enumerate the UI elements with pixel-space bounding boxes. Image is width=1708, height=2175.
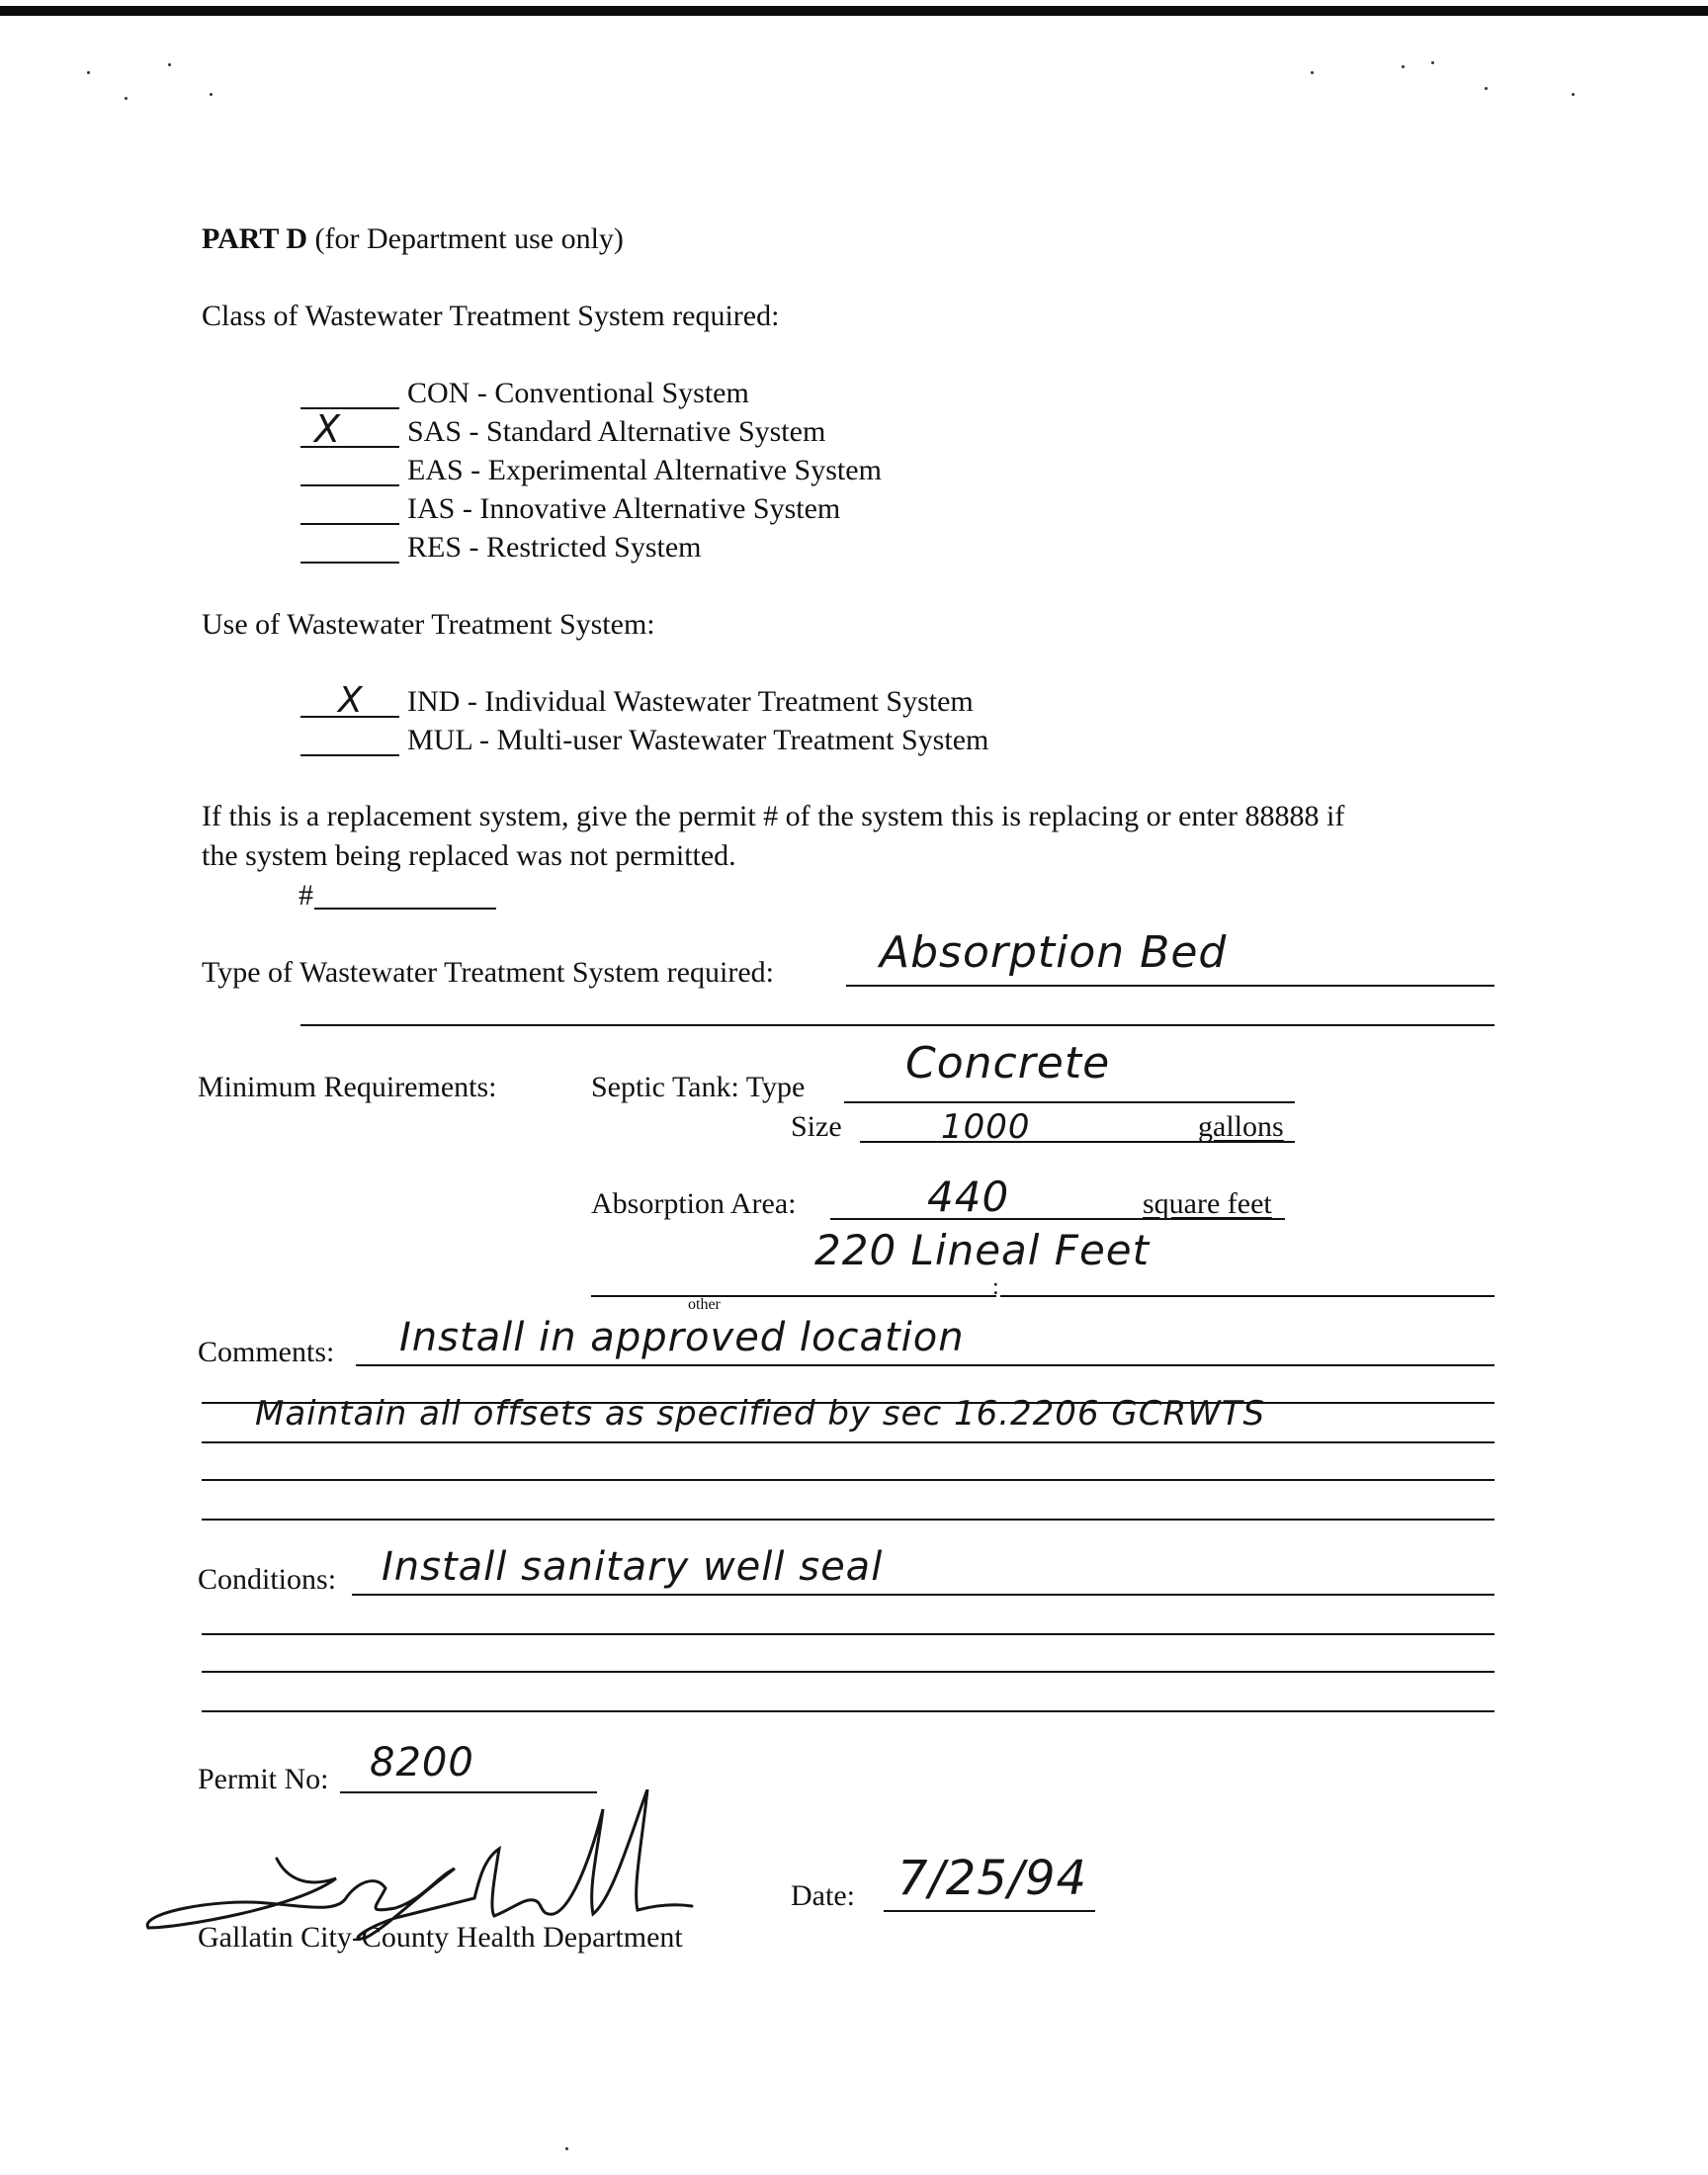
blank-line xyxy=(300,562,399,564)
comments-label: Comments: xyxy=(198,1336,335,1368)
scan-speck xyxy=(210,93,213,96)
option-label: SAS - Standard Alternative System xyxy=(407,415,826,448)
comments-line-4[interactable] xyxy=(202,1479,1494,1481)
replacement-permit-field[interactable] xyxy=(314,908,496,910)
part-heading xyxy=(202,221,624,257)
option-label: RES - Restricted System xyxy=(407,531,702,564)
part-title: PART D xyxy=(202,222,308,255)
comments-line-3[interactable] xyxy=(202,1441,1494,1443)
checkbox-mark: X xyxy=(314,407,342,451)
checkbox-mark: X xyxy=(338,680,364,721)
conditions-line-3[interactable] xyxy=(202,1671,1494,1673)
comments-text-1: Install in approved location xyxy=(399,1315,965,1360)
septic-type-label: Septic Tank: Type xyxy=(591,1071,806,1103)
permit-label: Permit No: xyxy=(198,1763,329,1795)
scan-speck xyxy=(168,63,171,66)
replacement-line-1: If this is a replacement system, give the permit # of the system this is replacing or enter 88888 if xyxy=(202,800,1345,832)
extra-requirement-value: 220 Lineal Feet xyxy=(814,1226,1151,1274)
option-label: CON - Conventional System xyxy=(407,377,749,409)
replacement-hash: # xyxy=(299,879,313,912)
conditions-line-4[interactable] xyxy=(202,1710,1494,1712)
part-note: (for Department use only) xyxy=(314,222,624,255)
size-label: Size xyxy=(791,1110,842,1143)
option-label: IND - Individual Wastewater Treatment System xyxy=(407,685,974,718)
blank-line xyxy=(300,484,399,486)
type-required-label: Type of Wastewater Treatment System required: xyxy=(202,956,774,989)
minimum-label: Minimum Requirements: xyxy=(198,1071,497,1103)
scan-speck xyxy=(1431,61,1434,64)
type-required-value: Absorption Bed xyxy=(880,927,1228,978)
scan-speck xyxy=(1402,65,1405,68)
conditions-line-1[interactable] xyxy=(352,1594,1494,1596)
department-name: Gallatin City-County Health Department xyxy=(198,1921,683,1954)
size-value: 1000 xyxy=(941,1107,1031,1147)
scan-speck xyxy=(1485,87,1488,90)
blank-line xyxy=(300,523,399,525)
other-label: other xyxy=(688,1296,721,1313)
conditions-text-1: Install sanitary well seal xyxy=(382,1544,884,1590)
permit-value: 8200 xyxy=(370,1740,474,1785)
scan-speck xyxy=(125,97,128,100)
septic-type-field[interactable] xyxy=(844,1101,1295,1103)
option-label: EAS - Experimental Alternative System xyxy=(407,454,882,486)
conditions-line-2[interactable] xyxy=(202,1633,1494,1635)
option-label: IAS - Innovative Alternative System xyxy=(407,492,841,525)
scan-speck xyxy=(1572,93,1575,96)
type-required-field[interactable] xyxy=(846,985,1494,987)
other-field-right[interactable] xyxy=(1000,1295,1494,1297)
type-required-field-2[interactable] xyxy=(300,1024,1494,1026)
conditions-label: Conditions: xyxy=(198,1563,337,1596)
date-label: Date: xyxy=(791,1879,855,1912)
scan-speck xyxy=(87,71,90,74)
date-field[interactable] xyxy=(884,1910,1095,1912)
comments-line-1[interactable] xyxy=(356,1364,1494,1366)
septic-type-value: Concrete xyxy=(905,1038,1111,1088)
absorption-label: Absorption Area: xyxy=(591,1187,797,1220)
absorption-value: 440 xyxy=(927,1173,1010,1221)
blank-line xyxy=(300,754,399,756)
size-unit: gallons xyxy=(1198,1110,1284,1143)
scan-speck xyxy=(1311,71,1314,74)
class-heading: Class of Wastewater Treatment System required: xyxy=(202,300,780,332)
replacement-line-2: the system being replaced was not permitted. xyxy=(202,839,736,872)
absorption-unit: square feet xyxy=(1143,1187,1272,1220)
option-label: MUL - Multi-user Wastewater Treatment System xyxy=(407,724,989,756)
scan-top-border xyxy=(0,6,1708,16)
use-heading: Use of Wastewater Treatment System: xyxy=(202,608,655,641)
other-colon: : xyxy=(992,1274,999,1300)
comments-line-5[interactable] xyxy=(202,1519,1494,1521)
comments-text-2: Maintain all offsets as specified by sec 16.2206 GCRWTS xyxy=(255,1394,1266,1434)
scan-speck xyxy=(565,2147,568,2150)
other-field-left[interactable] xyxy=(591,1295,996,1297)
date-value: 7/25/94 xyxy=(897,1851,1088,1906)
